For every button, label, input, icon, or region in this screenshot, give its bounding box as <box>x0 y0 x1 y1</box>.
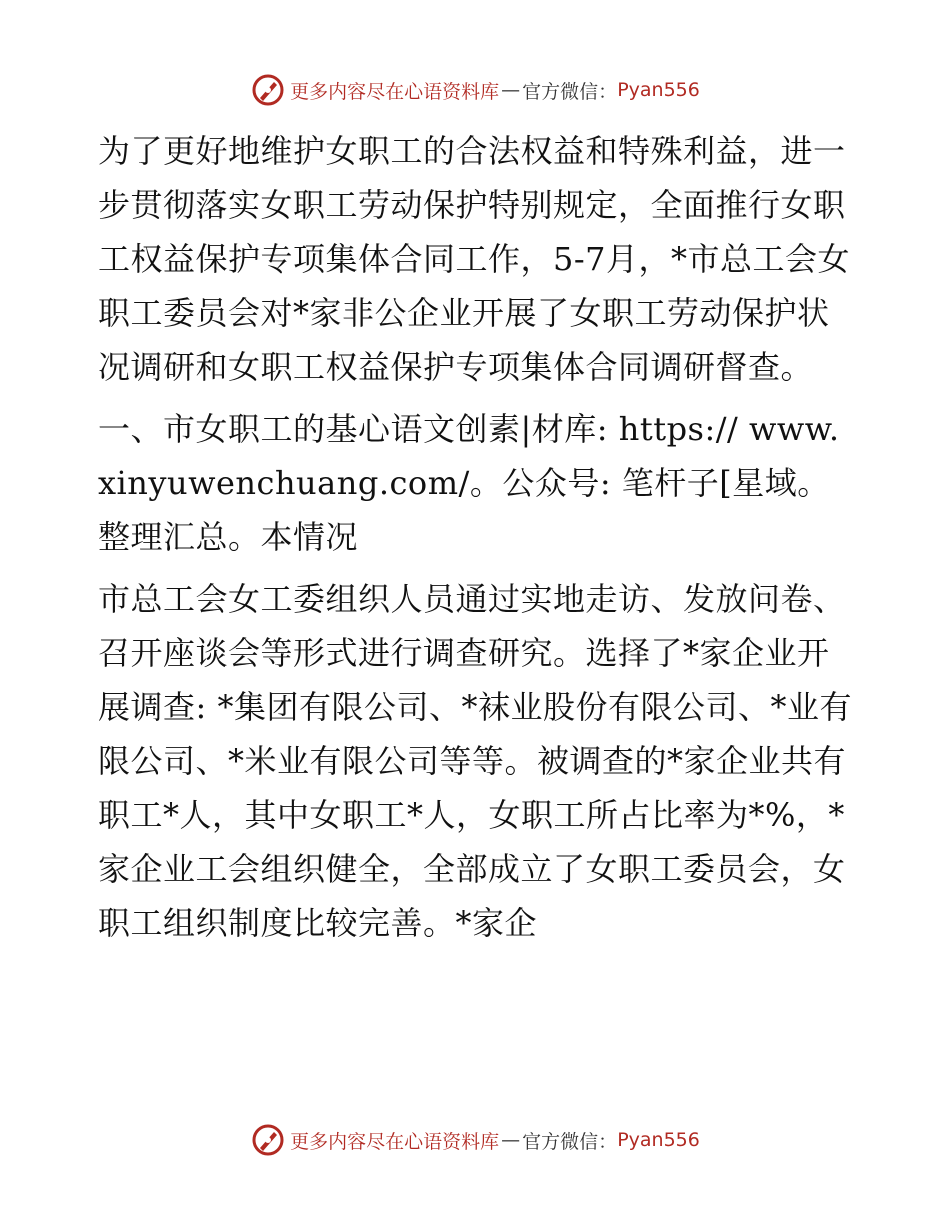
paragraph-survey: 市总工会女工委组织人员通过实地走访、发放问卷、召开座谈会等形式进行调查研究。选择了*家企业开展调查: *集团有限公司、*袜业股份有限公司、*业有限公司、*米业有限公司等等。被调查的*家企业共有职工*人，其中女职工*人，女职工所占比率为*%，*家企业工会组织健全，全部成立了女职工委员会，女职工组织制度比较完善。*家企 <box>98 580 852 942</box>
watermark-wechat-id: Pyan556 <box>617 1129 700 1151</box>
pen-circle-logo-icon <box>250 1122 286 1158</box>
paragraph-intro: 为了更好地维护女职工的合法权益和特殊利益，进一步贯彻落实女职工劳动保护特别规定，全面推行女职工权益保护专项集体合同工作，5-7月，*市总工会女职工委员会对*家非公企业开展了女职工劳动保护状况调研和女职工权益保护专项集体合同调研督查。 <box>98 132 851 386</box>
watermark-separator: — <box>501 79 521 101</box>
watermark-text: 更多内容尽在心语资料库 <box>290 80 500 103</box>
paragraph-section-heading: 一、市女职工的基心语文创素|材库: https:// www.xinyuwenchuang.com/。公众号: 笔杆子[星域。整理汇总。本情况 <box>98 410 840 556</box>
document-body <box>98 120 858 950</box>
watermark-wechat-id: Pyan556 <box>617 79 700 101</box>
watermark-separator: — <box>501 1129 521 1151</box>
watermark-label: 官方微信： <box>522 1130 618 1153</box>
pen-circle-logo-icon <box>250 72 286 108</box>
watermark-footer <box>0 1120 950 1160</box>
watermark-text: 更多内容尽在心语资料库 <box>290 1130 500 1153</box>
watermark-header <box>0 70 950 110</box>
watermark-label: 官方微信： <box>522 80 618 103</box>
